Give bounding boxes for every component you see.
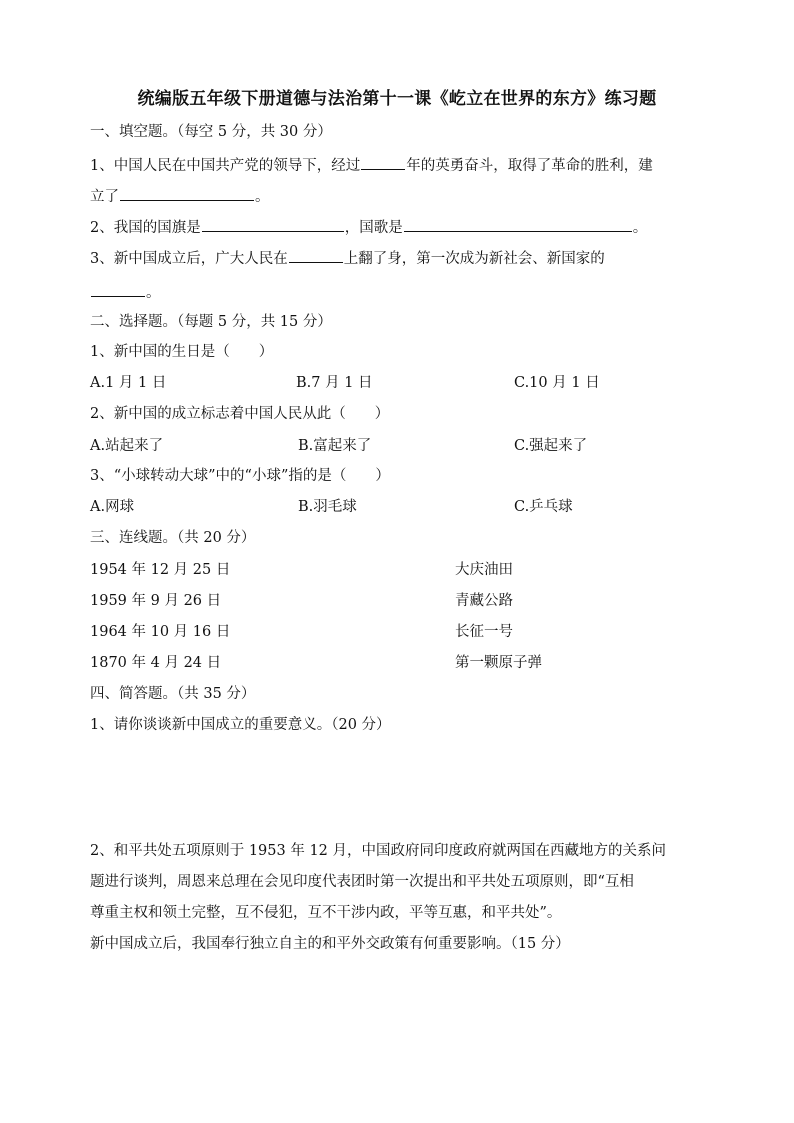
short-answer-question-1: 1、请你谈谈新中国成立的重要意义。（20 分）: [90, 717, 391, 733]
fill-question-1-line1: [90, 155, 714, 176]
fill-question-2: [90, 217, 714, 238]
q3-blank-1[interactable]: [289, 248, 343, 263]
q1-text-c: 立了: [90, 189, 119, 205]
match-left-1[interactable]: 1954 年 12 月 25 日: [90, 562, 231, 578]
q2-blank-flag[interactable]: [202, 217, 344, 232]
q3-blank-2[interactable]: [91, 282, 145, 297]
short-answer-question-2-line2: 题进行谈判，周恩来总理在会见印度代表团时第一次提出和平共处五项原则，即“互相: [90, 874, 634, 890]
q2-text-b: ，国歌是: [344, 220, 403, 236]
section1-heading: 一、填空题。（每空 5 分，共 30 分）: [90, 124, 332, 140]
q3-text-b: 上翻了身，第一次成为新社会、新国家的: [343, 251, 605, 267]
choice-question-1: 1、新中国的生日是（ ）: [90, 344, 274, 360]
q1-option-c[interactable]: C.10 月 1 日: [514, 375, 600, 391]
page-title: 统编版五年级下册道德与法治第十一课《屹立在世界的东方》练习题: [137, 89, 657, 109]
fill-question-3-line2: [90, 282, 714, 303]
section2-heading: 二、选择题。（每题 5 分，共 15 分）: [90, 314, 332, 330]
q3-text-a: 3、新中国成立后，广大人民在: [90, 251, 288, 267]
q2-option-a[interactable]: A.站起来了: [90, 438, 164, 454]
fill-question-1-line2: [90, 186, 714, 207]
q2-option-c[interactable]: C.强起来了: [514, 438, 588, 454]
q1-text-b: 年的英勇奋斗，取得了革命的胜利，建: [406, 158, 653, 174]
short-answer-question-2-line3: 尊重主权和领土完整，互不侵犯，互不干涉内政，平等互惠，和平共处”。: [90, 905, 562, 921]
q3-text-c: 。: [146, 285, 161, 301]
match-right-1[interactable]: 大庆油田: [455, 562, 513, 578]
section3-heading: 三、连线题。（共 20 分）: [90, 530, 256, 546]
match-left-2[interactable]: 1959 年 9 月 26 日: [90, 593, 222, 609]
fill-question-3-line1: [90, 248, 714, 269]
q1-option-b[interactable]: B.7 月 1 日: [296, 375, 373, 391]
q2-text-a: 2、我国的国旗是: [90, 220, 201, 236]
q2-text-c: 。: [632, 220, 648, 236]
short-answer-question-2-line1: 2、和平共处五项原则于 1953 年 12 月，中国政府同印度政府就两国在西藏地方的关系问: [90, 843, 667, 859]
q2-option-b[interactable]: B.富起来了: [298, 438, 372, 454]
q3-option-a[interactable]: A.网球: [90, 499, 135, 515]
q3-option-c[interactable]: C.乒乓球: [514, 499, 573, 515]
q2-blank-anthem[interactable]: [404, 217, 632, 232]
match-right-4[interactable]: 第一颗原子弹: [455, 655, 542, 671]
match-left-3[interactable]: 1964 年 10 月 16 日: [90, 624, 231, 640]
q1-blank-years[interactable]: [361, 155, 405, 170]
match-right-2[interactable]: 青藏公路: [455, 593, 513, 609]
choice-question-3: 3、“小球转动大球”中的“小球”指的是（ ）: [90, 468, 390, 484]
q1-text-a: 1、中国人民在中国共产党的领导下，经过: [90, 158, 361, 174]
short-answer-question-2-line4: 新中国成立后，我国奉行独立自主的和平外交政策有何重要影响。（15 分）: [90, 936, 570, 952]
q1-option-a[interactable]: A.1 月 1 日: [90, 375, 167, 391]
choice-question-2: 2、新中国的成立标志着中国人民从此（ ）: [90, 406, 390, 422]
match-left-4[interactable]: 1870 年 4 月 24 日: [90, 655, 222, 671]
q1-blank-established[interactable]: [120, 186, 254, 201]
match-right-3[interactable]: 长征一号: [455, 624, 513, 640]
q3-option-b[interactable]: B.羽毛球: [298, 499, 357, 515]
q1-text-d: 。: [255, 189, 270, 205]
section4-heading: 四、简答题。（共 35 分）: [90, 686, 256, 702]
